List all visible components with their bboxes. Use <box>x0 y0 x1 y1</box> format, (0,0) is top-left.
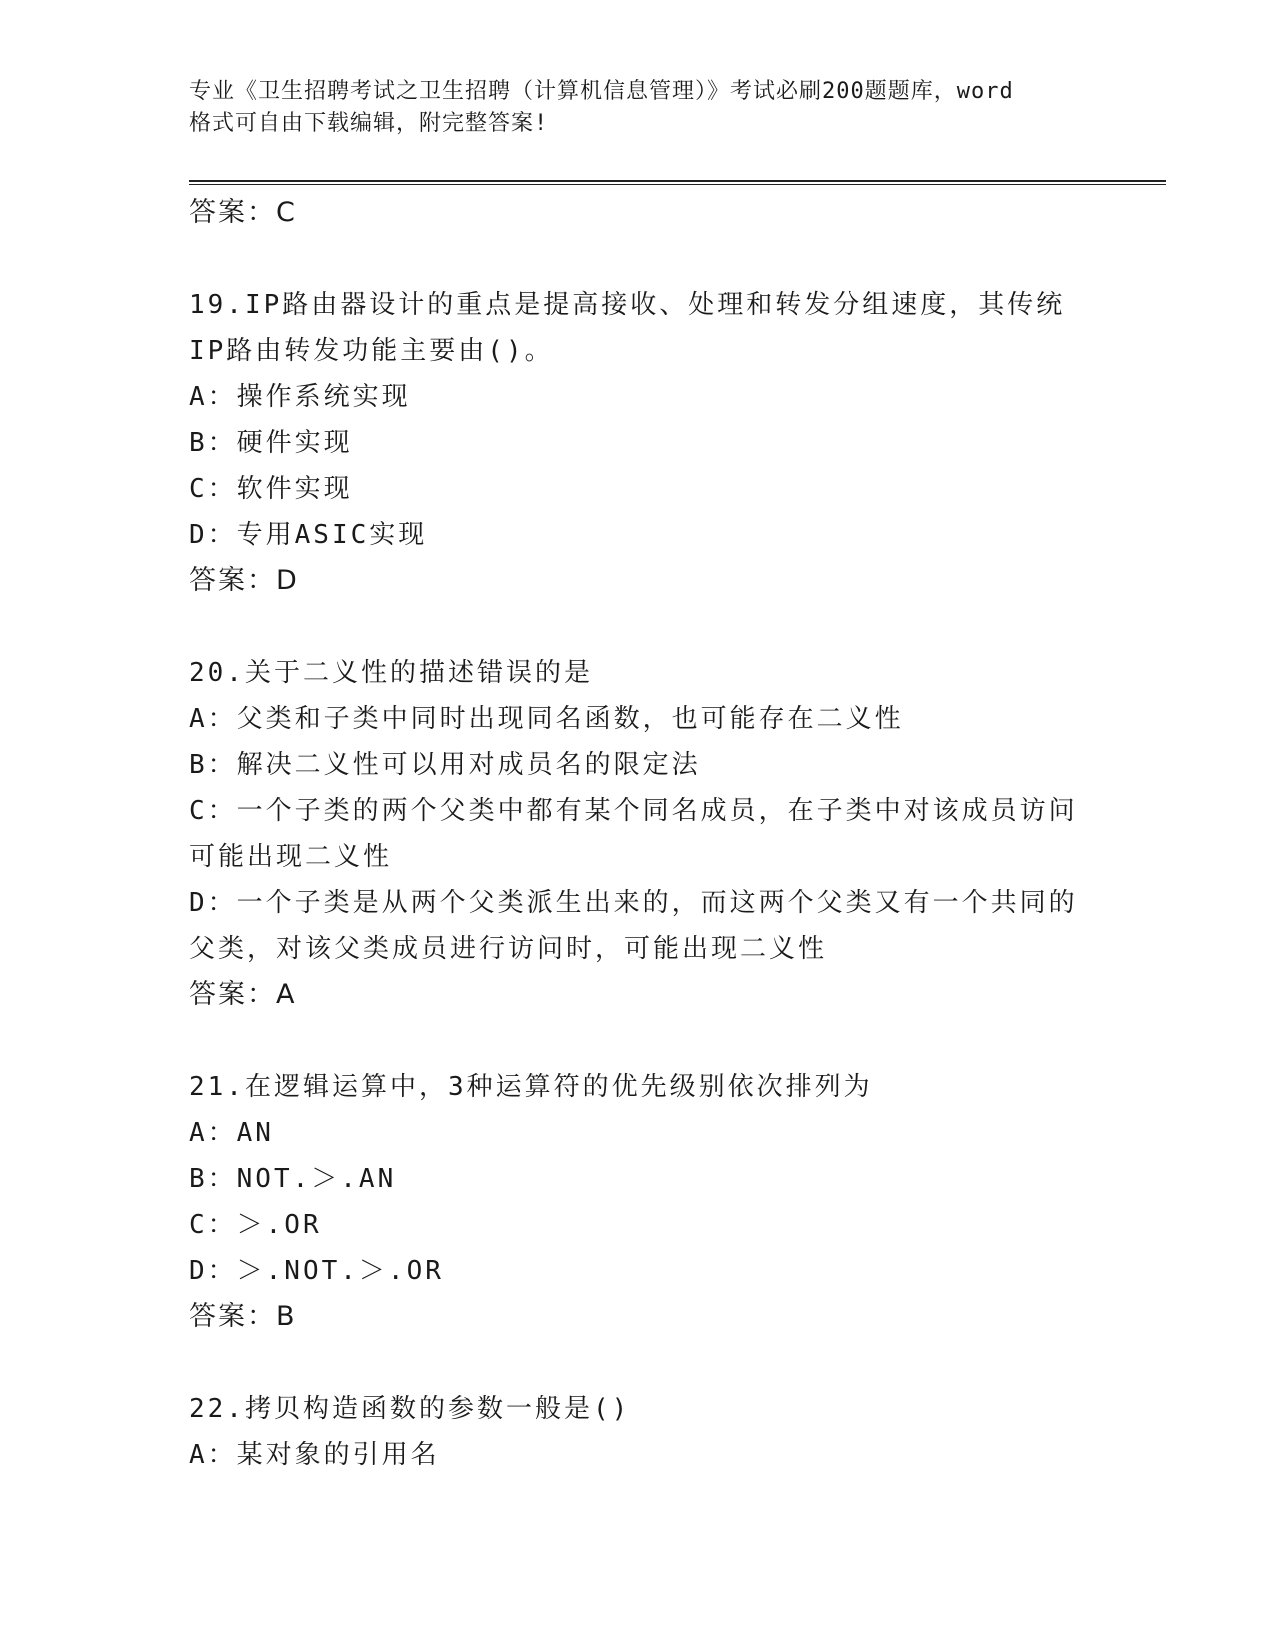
option-d: D：一个子类是从两个父类派生出来的，而这两个父类又有一个共同的 <box>189 888 1078 918</box>
option-c: C：＞.OR <box>189 1210 322 1240</box>
question-list <box>189 190 1089 1478</box>
document-header <box>189 76 1119 140</box>
header-line-2: 格式可自由下载编辑，附完整答案! <box>189 111 549 136</box>
header-divider-thick <box>189 180 1166 182</box>
header-divider-thin <box>189 184 1166 185</box>
answer-label: 答案：A <box>189 979 297 1010</box>
option-a: A：父类和子类中同时出现同名函数，也可能存在二义性 <box>189 704 904 734</box>
option-d-continued: 父类，对该父类成员进行访问时，可能出现二义性 <box>189 934 828 964</box>
question-stem-continued: IP路由转发功能主要由()。 <box>189 336 554 366</box>
option-b: B：NOT.＞.AN <box>189 1164 397 1194</box>
spacer <box>189 1340 1089 1386</box>
question-stem: 22.拷贝构造函数的参数一般是() <box>189 1394 631 1424</box>
question-19 <box>189 282 1089 604</box>
option-d: D：专用ASIC实现 <box>189 520 428 550</box>
answer-label: 答案：B <box>189 1301 297 1332</box>
option-c-continued: 可能出现二义性 <box>189 842 393 872</box>
option-c: C：一个子类的两个父类中都有某个同名成员，在子类中对该成员访问 <box>189 796 1078 826</box>
option-a: A：某对象的引用名 <box>189 1440 440 1470</box>
question-21 <box>189 1064 1089 1340</box>
question-stem: 19.IP路由器设计的重点是提高接收、处理和转发分组速度，其传统 <box>189 290 1066 320</box>
spacer <box>189 236 1089 282</box>
question-22 <box>189 1386 1089 1478</box>
option-d: D：＞.NOT.＞.OR <box>189 1256 444 1286</box>
spacer <box>189 604 1089 650</box>
question-20 <box>189 650 1089 1018</box>
option-a: A：AN <box>189 1118 274 1148</box>
question-stem: 21.在逻辑运算中，3种运算符的优先级别依次排列为 <box>189 1072 873 1102</box>
option-c: C：软件实现 <box>189 474 353 504</box>
question-stem: 20.关于二义性的描述错误的是 <box>189 658 593 688</box>
previous-answer: 答案：C <box>189 197 297 228</box>
answer-label: 答案：D <box>189 565 299 596</box>
spacer <box>189 1018 1089 1064</box>
option-b: B：解决二义性可以用对成员名的限定法 <box>189 750 701 780</box>
option-a: A：操作系统实现 <box>189 382 411 412</box>
option-b: B：硬件实现 <box>189 428 353 458</box>
header-line-1: 专业《卫生招聘考试之卫生招聘（计算机信息管理）》考试必刷200题题库，word <box>189 79 1014 104</box>
